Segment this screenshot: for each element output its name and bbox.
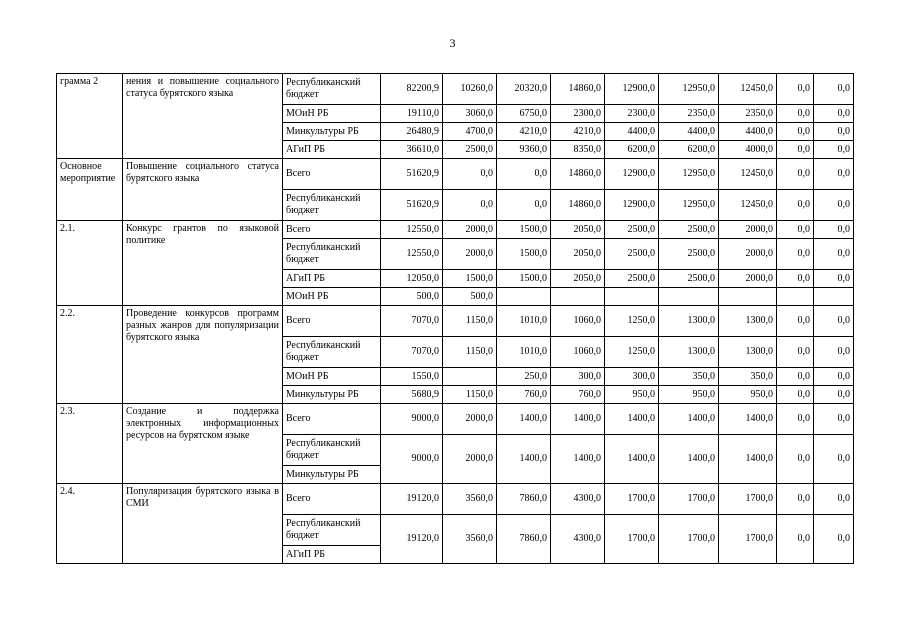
- value-cell: 500,0: [443, 288, 497, 306]
- value-cell: 12900,0: [605, 74, 659, 105]
- value-cell: 9000,0: [381, 435, 443, 484]
- value-cell: 3560,0: [443, 484, 497, 515]
- value-cell: 10260,0: [443, 74, 497, 105]
- value-cell: 0,0: [777, 74, 814, 105]
- funding-source: АГиП РБ: [283, 141, 381, 159]
- funding-source: Всего: [283, 306, 381, 337]
- value-cell: 300,0: [551, 368, 605, 386]
- value-cell: 0,0: [777, 337, 814, 368]
- funding-source: Всего: [283, 484, 381, 515]
- value-cell: 12450,0: [719, 74, 777, 105]
- value-cell: 1400,0: [719, 404, 777, 435]
- value-cell: 500,0: [381, 288, 443, 306]
- value-cell: 26480,9: [381, 123, 443, 141]
- value-cell: 1700,0: [719, 484, 777, 515]
- value-cell: 5680,9: [381, 386, 443, 404]
- value-cell: 1500,0: [497, 239, 551, 270]
- value-cell: 1010,0: [497, 306, 551, 337]
- value-cell: 2300,0: [605, 105, 659, 123]
- value-cell: 0,0: [814, 105, 854, 123]
- value-cell: 0,0: [777, 404, 814, 435]
- value-cell: 2500,0: [659, 239, 719, 270]
- value-cell: [443, 368, 497, 386]
- value-cell: [497, 288, 551, 306]
- value-cell: 12900,0: [605, 190, 659, 221]
- funding-source: АГиП РБ: [283, 270, 381, 288]
- value-cell: 7860,0: [497, 484, 551, 515]
- funding-source: Республиканский бюджет: [283, 515, 381, 546]
- value-cell: 12450,0: [719, 190, 777, 221]
- program-code: Основное мероприятие: [57, 159, 123, 221]
- value-cell: [659, 288, 719, 306]
- funding-source: Минкультуры РБ: [283, 123, 381, 141]
- funding-source: МОиН РБ: [283, 368, 381, 386]
- value-cell: 0,0: [814, 368, 854, 386]
- value-cell: 14860,0: [551, 190, 605, 221]
- value-cell: 6200,0: [659, 141, 719, 159]
- value-cell: 0,0: [777, 239, 814, 270]
- value-cell: [551, 288, 605, 306]
- program-description: Конкурс грантов по языковой политике: [123, 221, 283, 306]
- value-cell: 2050,0: [551, 270, 605, 288]
- value-cell: 4400,0: [659, 123, 719, 141]
- table-row: [57, 74, 854, 105]
- value-cell: 0,0: [814, 306, 854, 337]
- value-cell: 1400,0: [551, 404, 605, 435]
- value-cell: 250,0: [497, 368, 551, 386]
- value-cell: 0,0: [777, 159, 814, 190]
- value-cell: 1150,0: [443, 386, 497, 404]
- program-description: Повышение социального статуса бурятского языка: [123, 159, 283, 221]
- value-cell: 4400,0: [719, 123, 777, 141]
- value-cell: 760,0: [551, 386, 605, 404]
- value-cell: 1500,0: [497, 221, 551, 239]
- value-cell: 1700,0: [659, 484, 719, 515]
- budget-table: [56, 73, 854, 564]
- value-cell: 0,0: [777, 221, 814, 239]
- value-cell: 1400,0: [659, 404, 719, 435]
- value-cell: 82200,9: [381, 74, 443, 105]
- value-cell: 4210,0: [551, 123, 605, 141]
- value-cell: 19110,0: [381, 105, 443, 123]
- value-cell: 0,0: [777, 368, 814, 386]
- value-cell: 7860,0: [497, 515, 551, 564]
- value-cell: 0,0: [497, 190, 551, 221]
- value-cell: 2050,0: [551, 221, 605, 239]
- value-cell: 4000,0: [719, 141, 777, 159]
- value-cell: 1400,0: [605, 404, 659, 435]
- value-cell: 51620,9: [381, 159, 443, 190]
- value-cell: 350,0: [659, 368, 719, 386]
- value-cell: 2500,0: [443, 141, 497, 159]
- value-cell: 1700,0: [605, 515, 659, 564]
- value-cell: 0,0: [814, 221, 854, 239]
- program-description: Популяризация бурятского языка в СМИ: [123, 484, 283, 564]
- page-number: 3: [449, 36, 456, 50]
- funding-source: Республиканский бюджет: [283, 239, 381, 270]
- funding-source: Республиканский бюджет: [283, 337, 381, 368]
- value-cell: 950,0: [605, 386, 659, 404]
- funding-source: МОиН РБ: [283, 288, 381, 306]
- table-row: [57, 404, 854, 435]
- value-cell: 1500,0: [497, 270, 551, 288]
- value-cell: 12550,0: [381, 221, 443, 239]
- value-cell: 0,0: [814, 515, 854, 564]
- value-cell: [814, 288, 854, 306]
- table-row: [57, 159, 854, 190]
- value-cell: 9360,0: [497, 141, 551, 159]
- value-cell: 0,0: [777, 270, 814, 288]
- value-cell: 1400,0: [605, 435, 659, 484]
- value-cell: 0,0: [814, 386, 854, 404]
- value-cell: 51620,9: [381, 190, 443, 221]
- value-cell: 0,0: [497, 159, 551, 190]
- value-cell: 2050,0: [551, 239, 605, 270]
- funding-source: Всего: [283, 404, 381, 435]
- value-cell: 2000,0: [443, 221, 497, 239]
- funding-source: Всего: [283, 159, 381, 190]
- value-cell: [605, 288, 659, 306]
- program-code: грамма 2: [57, 74, 123, 159]
- value-cell: 9000,0: [381, 404, 443, 435]
- value-cell: 20320,0: [497, 74, 551, 105]
- value-cell: 4400,0: [605, 123, 659, 141]
- value-cell: 0,0: [777, 306, 814, 337]
- value-cell: 7070,0: [381, 337, 443, 368]
- value-cell: 1400,0: [551, 435, 605, 484]
- value-cell: 0,0: [777, 190, 814, 221]
- value-cell: 0,0: [777, 105, 814, 123]
- value-cell: 3060,0: [443, 105, 497, 123]
- value-cell: 2300,0: [551, 105, 605, 123]
- value-cell: 1400,0: [497, 435, 551, 484]
- value-cell: 0,0: [443, 159, 497, 190]
- value-cell: 1010,0: [497, 337, 551, 368]
- value-cell: 0,0: [814, 435, 854, 484]
- value-cell: 19120,0: [381, 484, 443, 515]
- value-cell: 1700,0: [605, 484, 659, 515]
- program-code: 2.3.: [57, 404, 123, 484]
- value-cell: 0,0: [814, 337, 854, 368]
- value-cell: 14860,0: [551, 159, 605, 190]
- table-row: [57, 221, 854, 239]
- value-cell: 0,0: [777, 123, 814, 141]
- funding-source: Республиканский бюджет: [283, 190, 381, 221]
- value-cell: 0,0: [814, 190, 854, 221]
- value-cell: 0,0: [777, 484, 814, 515]
- value-cell: 12950,0: [659, 190, 719, 221]
- value-cell: 1250,0: [605, 337, 659, 368]
- value-cell: 1300,0: [659, 306, 719, 337]
- value-cell: 12050,0: [381, 270, 443, 288]
- value-cell: 1300,0: [719, 337, 777, 368]
- value-cell: 1400,0: [719, 435, 777, 484]
- value-cell: 2500,0: [605, 270, 659, 288]
- table-row: [57, 306, 854, 337]
- value-cell: 1300,0: [719, 306, 777, 337]
- value-cell: 2000,0: [719, 270, 777, 288]
- value-cell: 1400,0: [659, 435, 719, 484]
- value-cell: 4300,0: [551, 515, 605, 564]
- value-cell: 1060,0: [551, 306, 605, 337]
- value-cell: 4300,0: [551, 484, 605, 515]
- value-cell: 2000,0: [719, 221, 777, 239]
- value-cell: 2000,0: [443, 435, 497, 484]
- value-cell: 12900,0: [605, 159, 659, 190]
- value-cell: 950,0: [659, 386, 719, 404]
- value-cell: 0,0: [814, 123, 854, 141]
- value-cell: 19120,0: [381, 515, 443, 564]
- value-cell: 1550,0: [381, 368, 443, 386]
- value-cell: 0,0: [777, 386, 814, 404]
- value-cell: 0,0: [777, 515, 814, 564]
- program-description: нения и повышение социального статуса бурятского языка: [123, 74, 283, 159]
- value-cell: 0,0: [814, 239, 854, 270]
- value-cell: 14860,0: [551, 74, 605, 105]
- value-cell: 0,0: [443, 190, 497, 221]
- value-cell: 300,0: [605, 368, 659, 386]
- program-code: 2.2.: [57, 306, 123, 404]
- table-row: [57, 484, 854, 515]
- value-cell: 0,0: [777, 141, 814, 159]
- value-cell: 36610,0: [381, 141, 443, 159]
- value-cell: 0,0: [814, 159, 854, 190]
- funding-source: Минкультуры РБ: [283, 466, 381, 484]
- value-cell: 0,0: [814, 404, 854, 435]
- value-cell: 6750,0: [497, 105, 551, 123]
- program-description: Создание и поддержка электронных информационных ресурсов на бурятском языке: [123, 404, 283, 484]
- value-cell: 1700,0: [659, 515, 719, 564]
- value-cell: 3560,0: [443, 515, 497, 564]
- value-cell: 8350,0: [551, 141, 605, 159]
- program-code: 2.4.: [57, 484, 123, 564]
- value-cell: 950,0: [719, 386, 777, 404]
- value-cell: 2500,0: [659, 221, 719, 239]
- value-cell: 1250,0: [605, 306, 659, 337]
- funding-source: Республиканский бюджет: [283, 74, 381, 105]
- value-cell: 2500,0: [659, 270, 719, 288]
- funding-source: МОиН РБ: [283, 105, 381, 123]
- value-cell: 0,0: [814, 74, 854, 105]
- value-cell: [719, 288, 777, 306]
- value-cell: 1700,0: [719, 515, 777, 564]
- value-cell: 12550,0: [381, 239, 443, 270]
- value-cell: 2000,0: [443, 239, 497, 270]
- value-cell: 12950,0: [659, 74, 719, 105]
- value-cell: [777, 288, 814, 306]
- value-cell: 12450,0: [719, 159, 777, 190]
- value-cell: 760,0: [497, 386, 551, 404]
- value-cell: 4210,0: [497, 123, 551, 141]
- value-cell: 6200,0: [605, 141, 659, 159]
- value-cell: 12950,0: [659, 159, 719, 190]
- value-cell: 2000,0: [443, 404, 497, 435]
- value-cell: 2500,0: [605, 239, 659, 270]
- value-cell: 1150,0: [443, 306, 497, 337]
- value-cell: 2350,0: [719, 105, 777, 123]
- value-cell: 2500,0: [605, 221, 659, 239]
- value-cell: 0,0: [814, 484, 854, 515]
- value-cell: 0,0: [814, 141, 854, 159]
- value-cell: 2000,0: [719, 239, 777, 270]
- value-cell: 1060,0: [551, 337, 605, 368]
- value-cell: 350,0: [719, 368, 777, 386]
- value-cell: 1500,0: [443, 270, 497, 288]
- program-description: Проведение конкурсов программ разных жанров для популяризации бурятского языка: [123, 306, 283, 404]
- value-cell: 0,0: [777, 435, 814, 484]
- value-cell: 1400,0: [497, 404, 551, 435]
- value-cell: 1300,0: [659, 337, 719, 368]
- value-cell: 2350,0: [659, 105, 719, 123]
- funding-source: Минкультуры РБ: [283, 386, 381, 404]
- value-cell: 7070,0: [381, 306, 443, 337]
- value-cell: 4700,0: [443, 123, 497, 141]
- program-code: 2.1.: [57, 221, 123, 306]
- funding-source: Республиканский бюджет: [283, 435, 381, 466]
- funding-source: Всего: [283, 221, 381, 239]
- value-cell: 0,0: [814, 270, 854, 288]
- funding-source: АГиП РБ: [283, 546, 381, 564]
- value-cell: 1150,0: [443, 337, 497, 368]
